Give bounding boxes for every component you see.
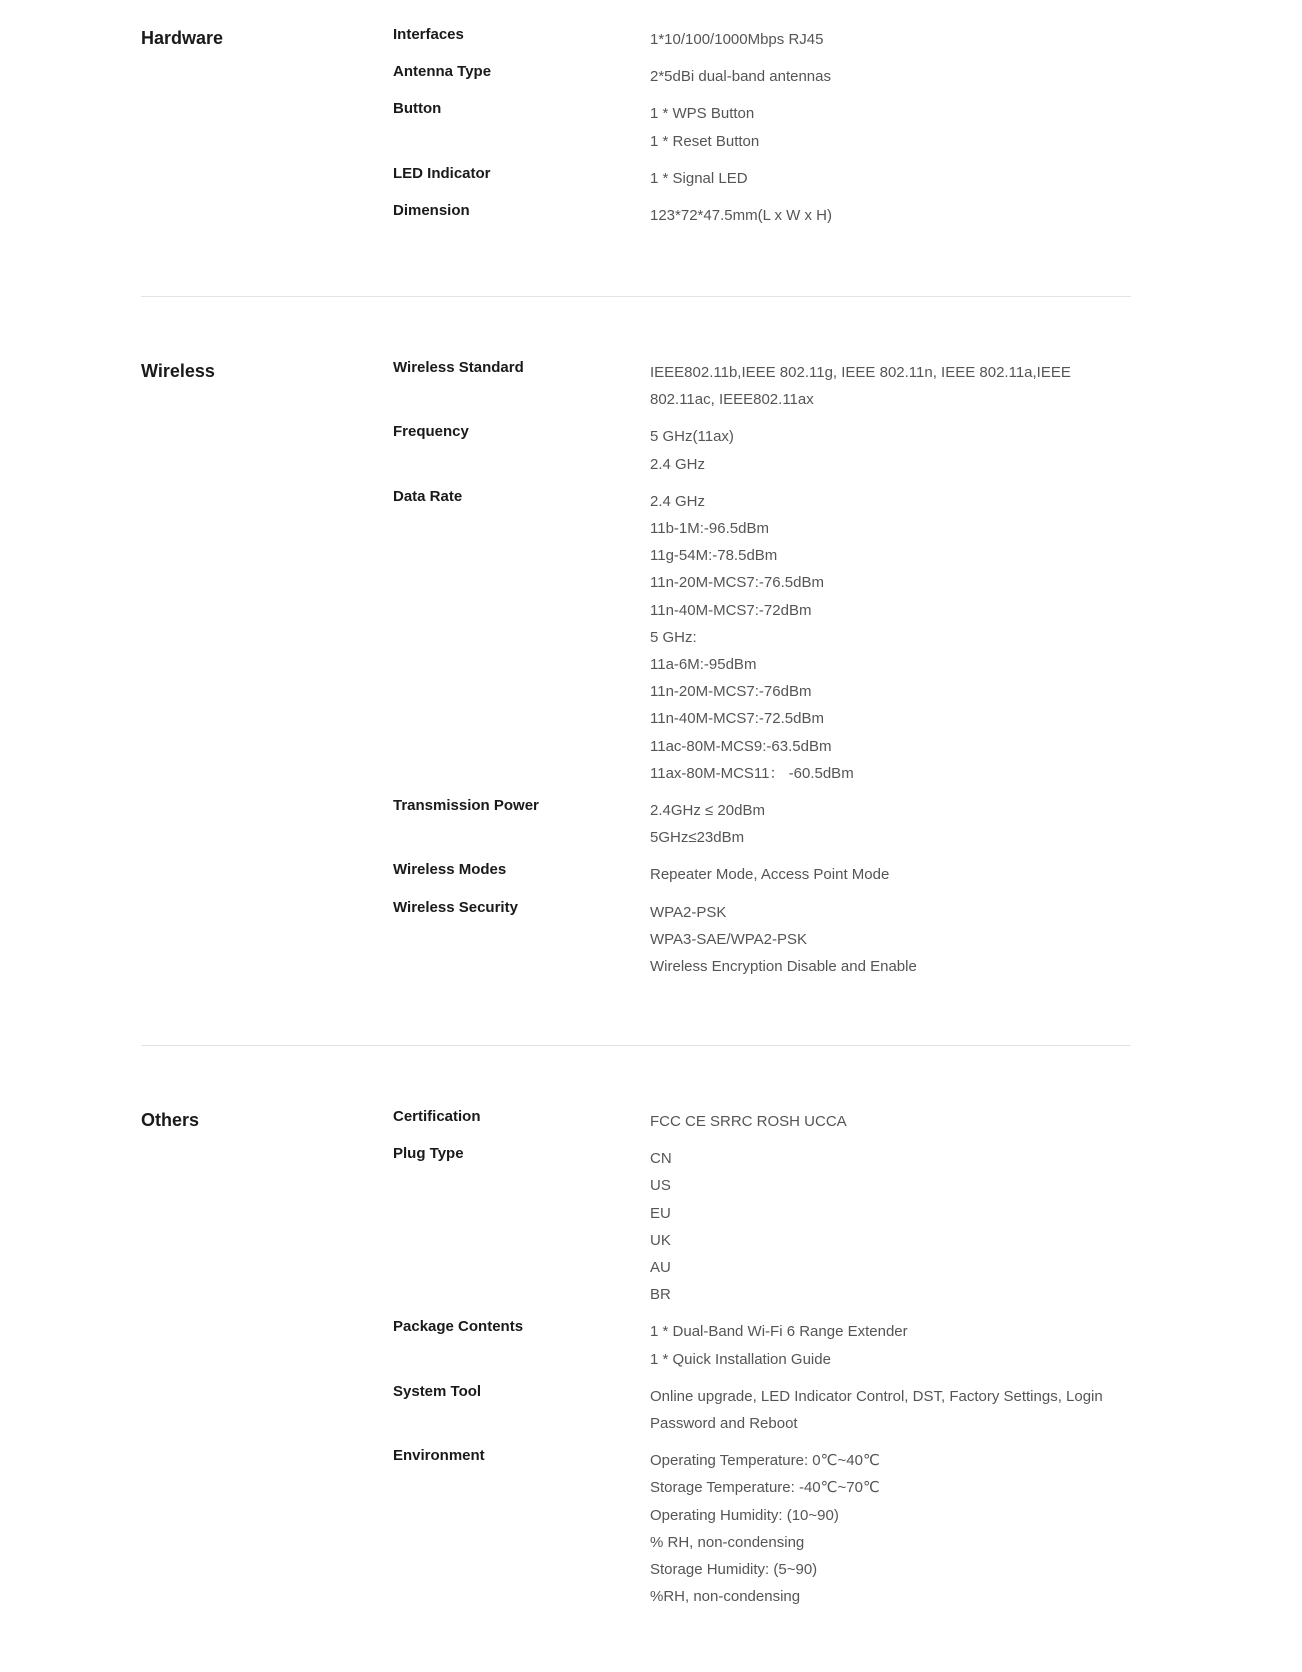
spec-values [650,1145,1131,1308]
spec-value: Storage Temperature: -40℃~70℃ [650,1479,880,1497]
spec-value: CN [650,1150,672,1168]
spec-values [650,26,1131,53]
spec-row-wireless-modes [393,861,1131,898]
spec-label: Wireless Security [393,898,518,916]
spec-value: Repeater Mode, Access Point Mode [650,866,890,884]
spec-values [650,359,1131,413]
spec-values [650,488,1131,787]
spec-row-wireless-security [393,899,1131,991]
spec-row-environment [393,1447,1131,1620]
spec-row-antenna-type [393,63,1131,100]
spec-label: Button [393,100,442,118]
spec-value: 1 * WPS Button [650,105,755,123]
spec-row-system-tool [393,1383,1131,1447]
spec-row-button [393,100,1131,164]
section-divider [141,296,1131,297]
spec-row-transmission-power [393,797,1131,861]
spec-value: 1*10/100/1000Mbps RJ45 [650,31,824,48]
spec-value: WPA2-PSK [650,903,727,921]
spec-value: 2.4 GHz [650,492,706,510]
spec-values [650,63,1131,90]
spec-label: Package Contents [393,1318,524,1336]
spec-value: US [650,1177,671,1195]
spec-value: 1 * Reset Button [650,132,760,150]
spec-value: WPA3-SAE/WPA2-PSK [650,930,807,948]
spec-label: Environment [393,1447,485,1465]
spec-values [650,861,1131,888]
spec-value: 5GHz≤23dBm [650,829,745,847]
spec-label: Dimension [393,202,470,220]
spec-value: Wireless Encryption Disable and Enable [650,958,917,976]
spec-value: 11ac-80M-MCS9:-63.5dBm [650,737,832,755]
spec-rows [393,1108,1131,1620]
spec-row-led-indicator [393,165,1131,202]
spec-label: Interfaces [393,26,464,43]
spec-values [650,1383,1131,1437]
spec-values [650,1447,1131,1610]
spec-value: Storage Humidity: (5~90) [650,1561,818,1579]
spec-label: Wireless Modes [393,861,507,879]
spec-value: 123*72*47.5mm(L x W x H) [650,207,833,225]
spec-value: Operating Humidity: (10~90) [650,1506,839,1524]
spec-values [650,165,1131,192]
spec-row-frequency [393,423,1131,487]
spec-value: 11ax-80M-MCS11： -60.5dBm [650,764,854,782]
spec-row-certification [393,1108,1131,1145]
spec-label: Frequency [393,423,469,441]
spec-value: 11n-20M-MCS7:-76.5dBm [650,574,824,592]
spec-value: BR [650,1286,671,1304]
spec-value: 2.4 GHz [650,455,706,473]
spec-values [650,423,1131,477]
spec-values [650,899,1131,981]
spec-value: 1 * Quick Installation Guide [650,1350,831,1368]
spec-row-dimension [393,202,1131,239]
spec-value: 11n-40M-MCS7:-72dBm [650,601,812,619]
spec-label: Certification [393,1108,481,1125]
spec-values [650,1108,1131,1135]
spec-value: AU [650,1259,671,1277]
spec-value: 11n-40M-MCS7:-72.5dBm [650,710,824,728]
spec-values [650,797,1131,851]
spec-value: FCC CE SRRC ROSH UCCA [650,1113,847,1130]
spec-label: Wireless Standard [393,359,524,376]
spec-label: Data Rate [393,487,463,505]
spec-label: Transmission Power [393,797,539,815]
spec-value: Operating Temperature: 0℃~40℃ [650,1452,880,1470]
spec-value: 11a-6M:-95dBm [650,656,757,674]
spec-row-wireless-standard [393,359,1131,423]
spec-row-package-contents [393,1318,1131,1382]
spec-value: 2*5dBi dual-band antennas [650,68,831,86]
spec-row-plug-type [393,1145,1131,1318]
spec-label: System Tool [393,1382,482,1400]
spec-row-data-rate [393,488,1131,797]
spec-values [650,202,1131,229]
spec-value: IEEE802.11b,IEEE 802.11g, IEEE 802.11n, IEEE 802.11a,IEEE 802.11ac, IEEE802.11ax [650,364,1071,409]
spec-row-interfaces [393,26,1131,63]
section-title: Wireless [141,361,215,381]
spec-value: 11g-54M:-78.5dBm [650,547,778,565]
spec-value: 5 GHz: [650,628,697,646]
spec-value: EU [650,1204,671,1222]
section-title: Others [141,1110,200,1130]
spec-value: 1 * Dual-Band Wi-Fi 6 Range Extender [650,1323,908,1341]
spec-label: LED Indicator [393,164,491,182]
section-title: Hardware [141,28,224,48]
spec-value: 5 GHz(11ax) [650,428,734,446]
spec-values [650,100,1131,154]
spec-value: %RH, non-condensing [650,1588,801,1606]
spec-value: UK [650,1231,671,1249]
spec-label: Plug Type [393,1145,464,1163]
spec-label: Antenna Type [393,63,492,81]
spec-value: 11b-1M:-96.5dBm [650,520,769,538]
spec-value: Online upgrade, LED Indicator Control, DST, Factory Settings, Login Password and Reboot [650,1387,1103,1433]
spec-value: 1 * Signal LED [650,169,748,187]
spec-rows [393,359,1131,990]
spec-values [650,1318,1131,1372]
spec-rows [393,26,1131,239]
spec-value: 2.4GHz ≤ 20dBm [650,802,765,820]
spec-value: % RH, non-condensing [650,1533,805,1551]
section-divider [141,1045,1131,1046]
spec-value: 11n-20M-MCS7:-76dBm [650,683,812,701]
